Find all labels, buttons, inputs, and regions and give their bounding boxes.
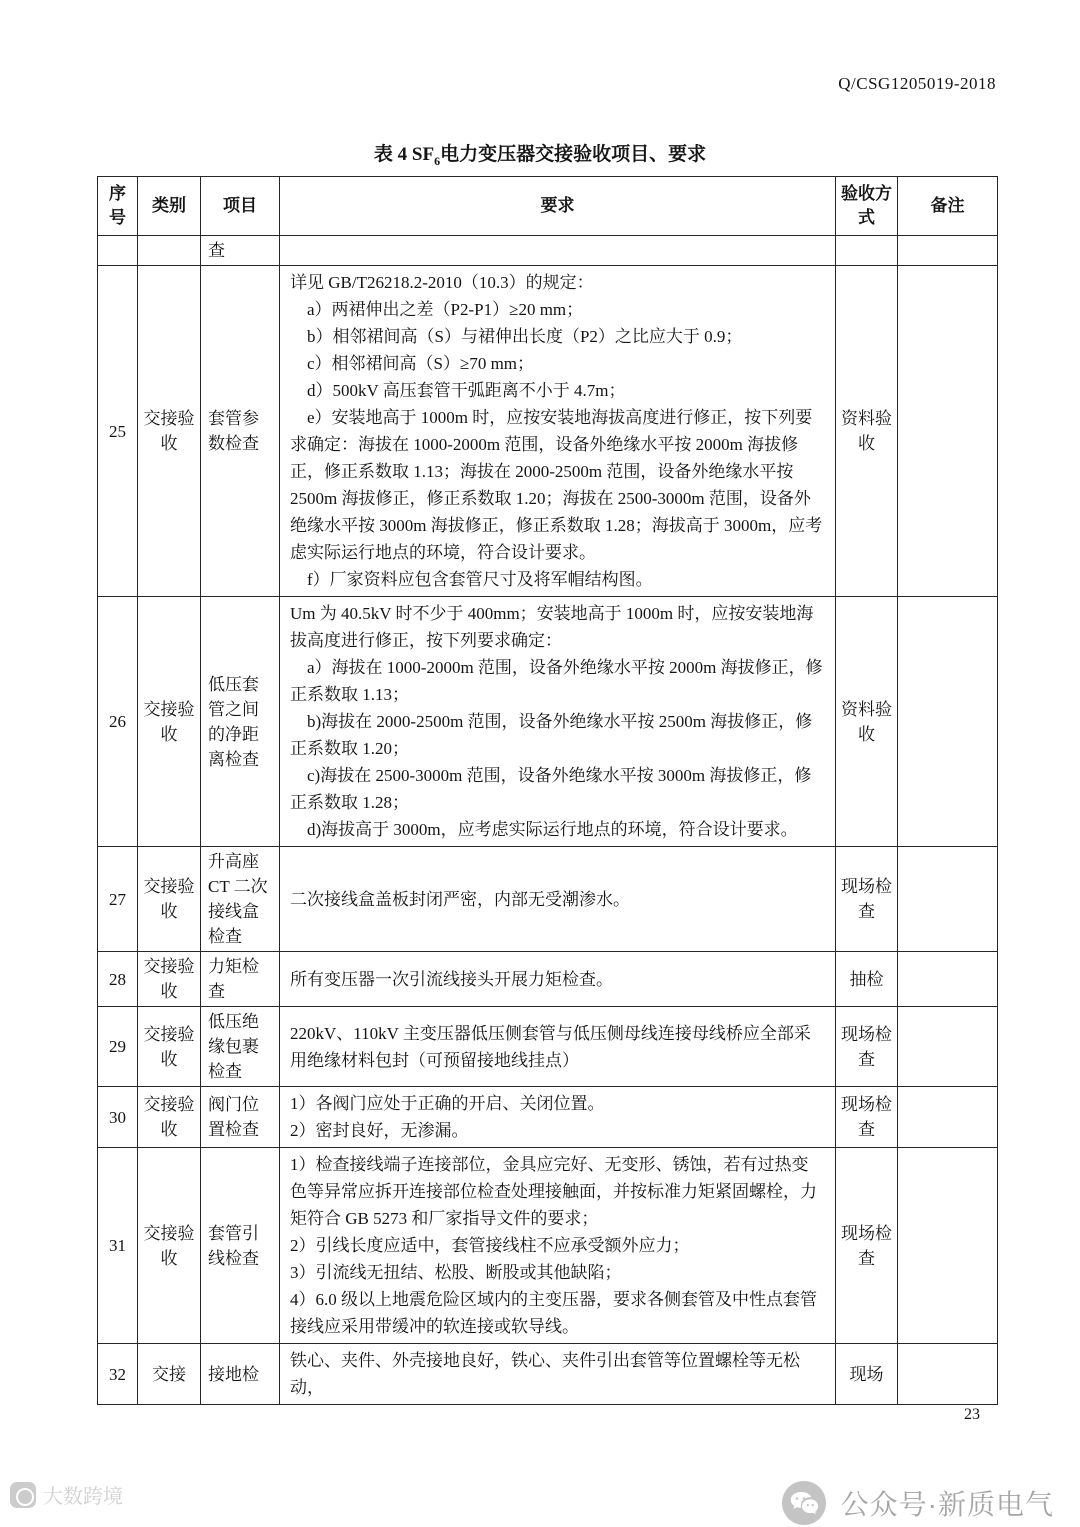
requirement-paragraph: b)海拔在 2000-2500m 范围，设备外绝缘水平按 2500m 海拔修正，修正系数取 1.20； <box>290 712 813 758</box>
cell-requirements <box>280 1344 836 1405</box>
cell-item: 升高座CT 二次接线盒检查 <box>201 847 280 952</box>
table-title-prefix: 表 4 SF <box>373 144 435 165</box>
cell-item: 套管引线检查 <box>201 1148 280 1344</box>
cell-note <box>898 236 998 266</box>
header-note: 备注 <box>898 177 998 236</box>
cell-category: 交接验收 <box>138 266 201 597</box>
cell-item: 查 <box>201 236 280 266</box>
doc-number: Q/CSG1205019-2018 <box>838 74 996 93</box>
table-title-suffix: 电力变压器交接验收项目、要求 <box>440 144 707 165</box>
cell-requirements <box>280 597 836 847</box>
cell-requirements <box>280 1087 836 1148</box>
footer-brand <box>781 1480 1054 1526</box>
cell-seq: 32 <box>98 1344 138 1405</box>
cell-item: 套管参数检查 <box>201 266 280 597</box>
header-requirements: 要求 <box>280 177 836 236</box>
cell-category: 交接验收 <box>138 1007 201 1087</box>
cell-category: 交接验收 <box>138 952 201 1007</box>
requirement-paragraph: a）两裙伸出之差（P2-P1）≥20 mm； <box>290 300 584 319</box>
requirement-paragraph: 2）引线长度应适中，套管接线柱不应承受额外应力； <box>290 1236 690 1255</box>
watermark <box>10 1480 123 1509</box>
table-title <box>0 139 1080 169</box>
cell-category: 交接验收 <box>138 847 201 952</box>
requirement-paragraph: Um 为 40.5kV 时不少于 400mm；安装地高于 1000m 时，应按安装地海拔高度进行修正，按下列要求确定： <box>290 604 814 650</box>
cell-note <box>898 266 998 597</box>
table-row <box>98 236 998 266</box>
requirement-paragraph: 二次接线盒盖板封闭严密，内部无受潮渗水。 <box>290 889 630 909</box>
table-row <box>98 266 998 597</box>
cell-category <box>138 236 201 266</box>
cell-method: 现场 <box>836 1344 898 1405</box>
cell-category: 交接 <box>138 1344 201 1405</box>
table-row <box>98 1087 998 1148</box>
cell-seq <box>98 236 138 266</box>
acceptance-table <box>97 176 998 1405</box>
cell-method: 现场检查 <box>836 1148 898 1344</box>
cell-seq: 30 <box>98 1087 138 1148</box>
cell-category: 交接验收 <box>138 597 201 847</box>
header-category: 类别 <box>138 177 201 236</box>
requirement-paragraph: 220kV、110kV 主变压器低压侧套管与低压侧母线连接母线桥应全部采用绝缘材料包封（可预留接地线挂点） <box>290 1023 811 1070</box>
header-method: 验收方式 <box>836 177 898 236</box>
cell-note <box>898 847 998 952</box>
table-row <box>98 1148 998 1344</box>
requirement-paragraph: 铁心、夹件、外壳接地良好，铁心、夹件引出套管等位置螺栓等无松动， <box>290 1351 800 1397</box>
cell-requirements <box>280 266 836 597</box>
header-seq: 序号 <box>98 177 138 236</box>
requirement-paragraph: 所有变压器一次引流线接头开展力矩检查。 <box>290 969 613 989</box>
cell-category: 交接验收 <box>138 1087 201 1148</box>
table-title-subscript: 6 <box>434 153 441 168</box>
cell-note <box>898 597 998 847</box>
requirement-paragraph: a）海拔在 1000-2000m 范围，设备外绝缘水平按 2000m 海拔修正，修正系数取 1.13； <box>290 658 823 704</box>
requirement-paragraph: f）厂家资料应包含套管尺寸及将军帽结构图。 <box>290 570 653 589</box>
requirement-paragraph: d）500kV 高压套管干弧距离不小于 4.7m； <box>290 381 626 400</box>
watermark-logo-icon <box>10 1482 36 1508</box>
cell-seq: 27 <box>98 847 138 952</box>
cell-note <box>898 1007 998 1087</box>
cell-item: 低压绝缘包裹检查 <box>201 1007 280 1087</box>
cell-requirements <box>280 847 836 952</box>
page-number: 23 <box>964 1406 980 1423</box>
wechat-icon <box>781 1480 827 1526</box>
header-item: 项目 <box>201 177 280 236</box>
cell-seq: 28 <box>98 952 138 1007</box>
cell-requirements <box>280 1007 836 1087</box>
cell-requirements <box>280 236 836 266</box>
cell-requirements <box>280 952 836 1007</box>
requirement-paragraph: e）安装地高于 1000m 时，应按安装地海拔高度进行修正，按下列要求确定：海拔在 1000-2000m 范围，设备外绝缘水平按 2000m 海拔修正，修正系数取 1.13；海拔在 2000-2500m 范围，设备外绝缘水平按 2500m 海拔修正，修正系数取 1.20；海拔在 2500-3000m 范围，设备外绝缘水平按 3000m 海拔修正，修正系数取 1.28；海拔高于 3000m，应考虑实际运行地点的环境，符合设计要求。 <box>290 408 823 562</box>
table-row <box>98 847 998 952</box>
cell-method: 资料验收 <box>836 266 898 597</box>
requirement-paragraph: b）相邻裙间高（S）与裙伸出长度（P2）之比应大于 0.9； <box>290 327 743 346</box>
cell-method: 抽检 <box>836 952 898 1007</box>
table-row <box>98 952 998 1007</box>
cell-item: 接地检 <box>201 1344 280 1405</box>
cell-method: 现场检查 <box>836 1007 898 1087</box>
requirement-paragraph: 4）6.0 级以上地震危险区域内的主变压器，要求各侧套管及中性点套管接线应采用带缓冲的软连接或软导线。 <box>290 1290 817 1336</box>
cell-requirements <box>280 1148 836 1344</box>
table-row <box>98 1344 998 1405</box>
requirement-paragraph: c）相邻裙间高（S）≥70 mm； <box>290 354 535 373</box>
cell-seq: 26 <box>98 597 138 847</box>
cell-method: 资料验收 <box>836 597 898 847</box>
cell-seq: 31 <box>98 1148 138 1344</box>
requirement-paragraph: 2）密封良好，无渗漏。 <box>290 1121 469 1140</box>
cell-note <box>898 1344 998 1405</box>
table-row <box>98 1007 998 1087</box>
requirement-paragraph: 详见 GB/T26218.2-2010（10.3）的规定： <box>290 273 594 292</box>
cell-note <box>898 952 998 1007</box>
cell-item: 阀门位置检查 <box>201 1087 280 1148</box>
requirement-paragraph: 1）检查接线端子连接部位，金具应完好、无变形、锈蚀，若有过热变色等异常应拆开连接部位检查处理接触面，并按标准力矩紧固螺栓，力矩符合 GB 5273 和厂家指导文件的要求； <box>290 1155 817 1228</box>
cell-method: 现场检查 <box>836 847 898 952</box>
table-header-row <box>98 177 998 236</box>
cell-note <box>898 1087 998 1148</box>
watermark-text: 大数跨境 <box>43 1486 123 1508</box>
cell-category: 交接验收 <box>138 1148 201 1344</box>
acceptance-table-body <box>98 236 998 1405</box>
requirement-paragraph: d)海拔高于 3000m，应考虑实际运行地点的环境，符合设计要求。 <box>290 820 798 839</box>
cell-seq: 25 <box>98 266 138 597</box>
cell-item: 低压套管之间的净距离检查 <box>201 597 280 847</box>
requirement-paragraph: 3）引流线无扭结、松股、断股或其他缺陷； <box>290 1263 622 1282</box>
requirement-paragraph: c)海拔在 2500-3000m 范围，设备外绝缘水平按 3000m 海拔修正，修正系数取 1.28； <box>290 766 812 812</box>
cell-method <box>836 236 898 266</box>
cell-item: 力矩检查 <box>201 952 280 1007</box>
cell-seq: 29 <box>98 1007 138 1087</box>
table-row <box>98 597 998 847</box>
cell-note <box>898 1148 998 1344</box>
cell-method: 现场检查 <box>836 1087 898 1148</box>
footer-brand-text: 公众号·新质电气 <box>840 1489 1054 1520</box>
requirement-paragraph: 1）各阀门应处于正确的开启、关闭位置。 <box>290 1094 605 1113</box>
